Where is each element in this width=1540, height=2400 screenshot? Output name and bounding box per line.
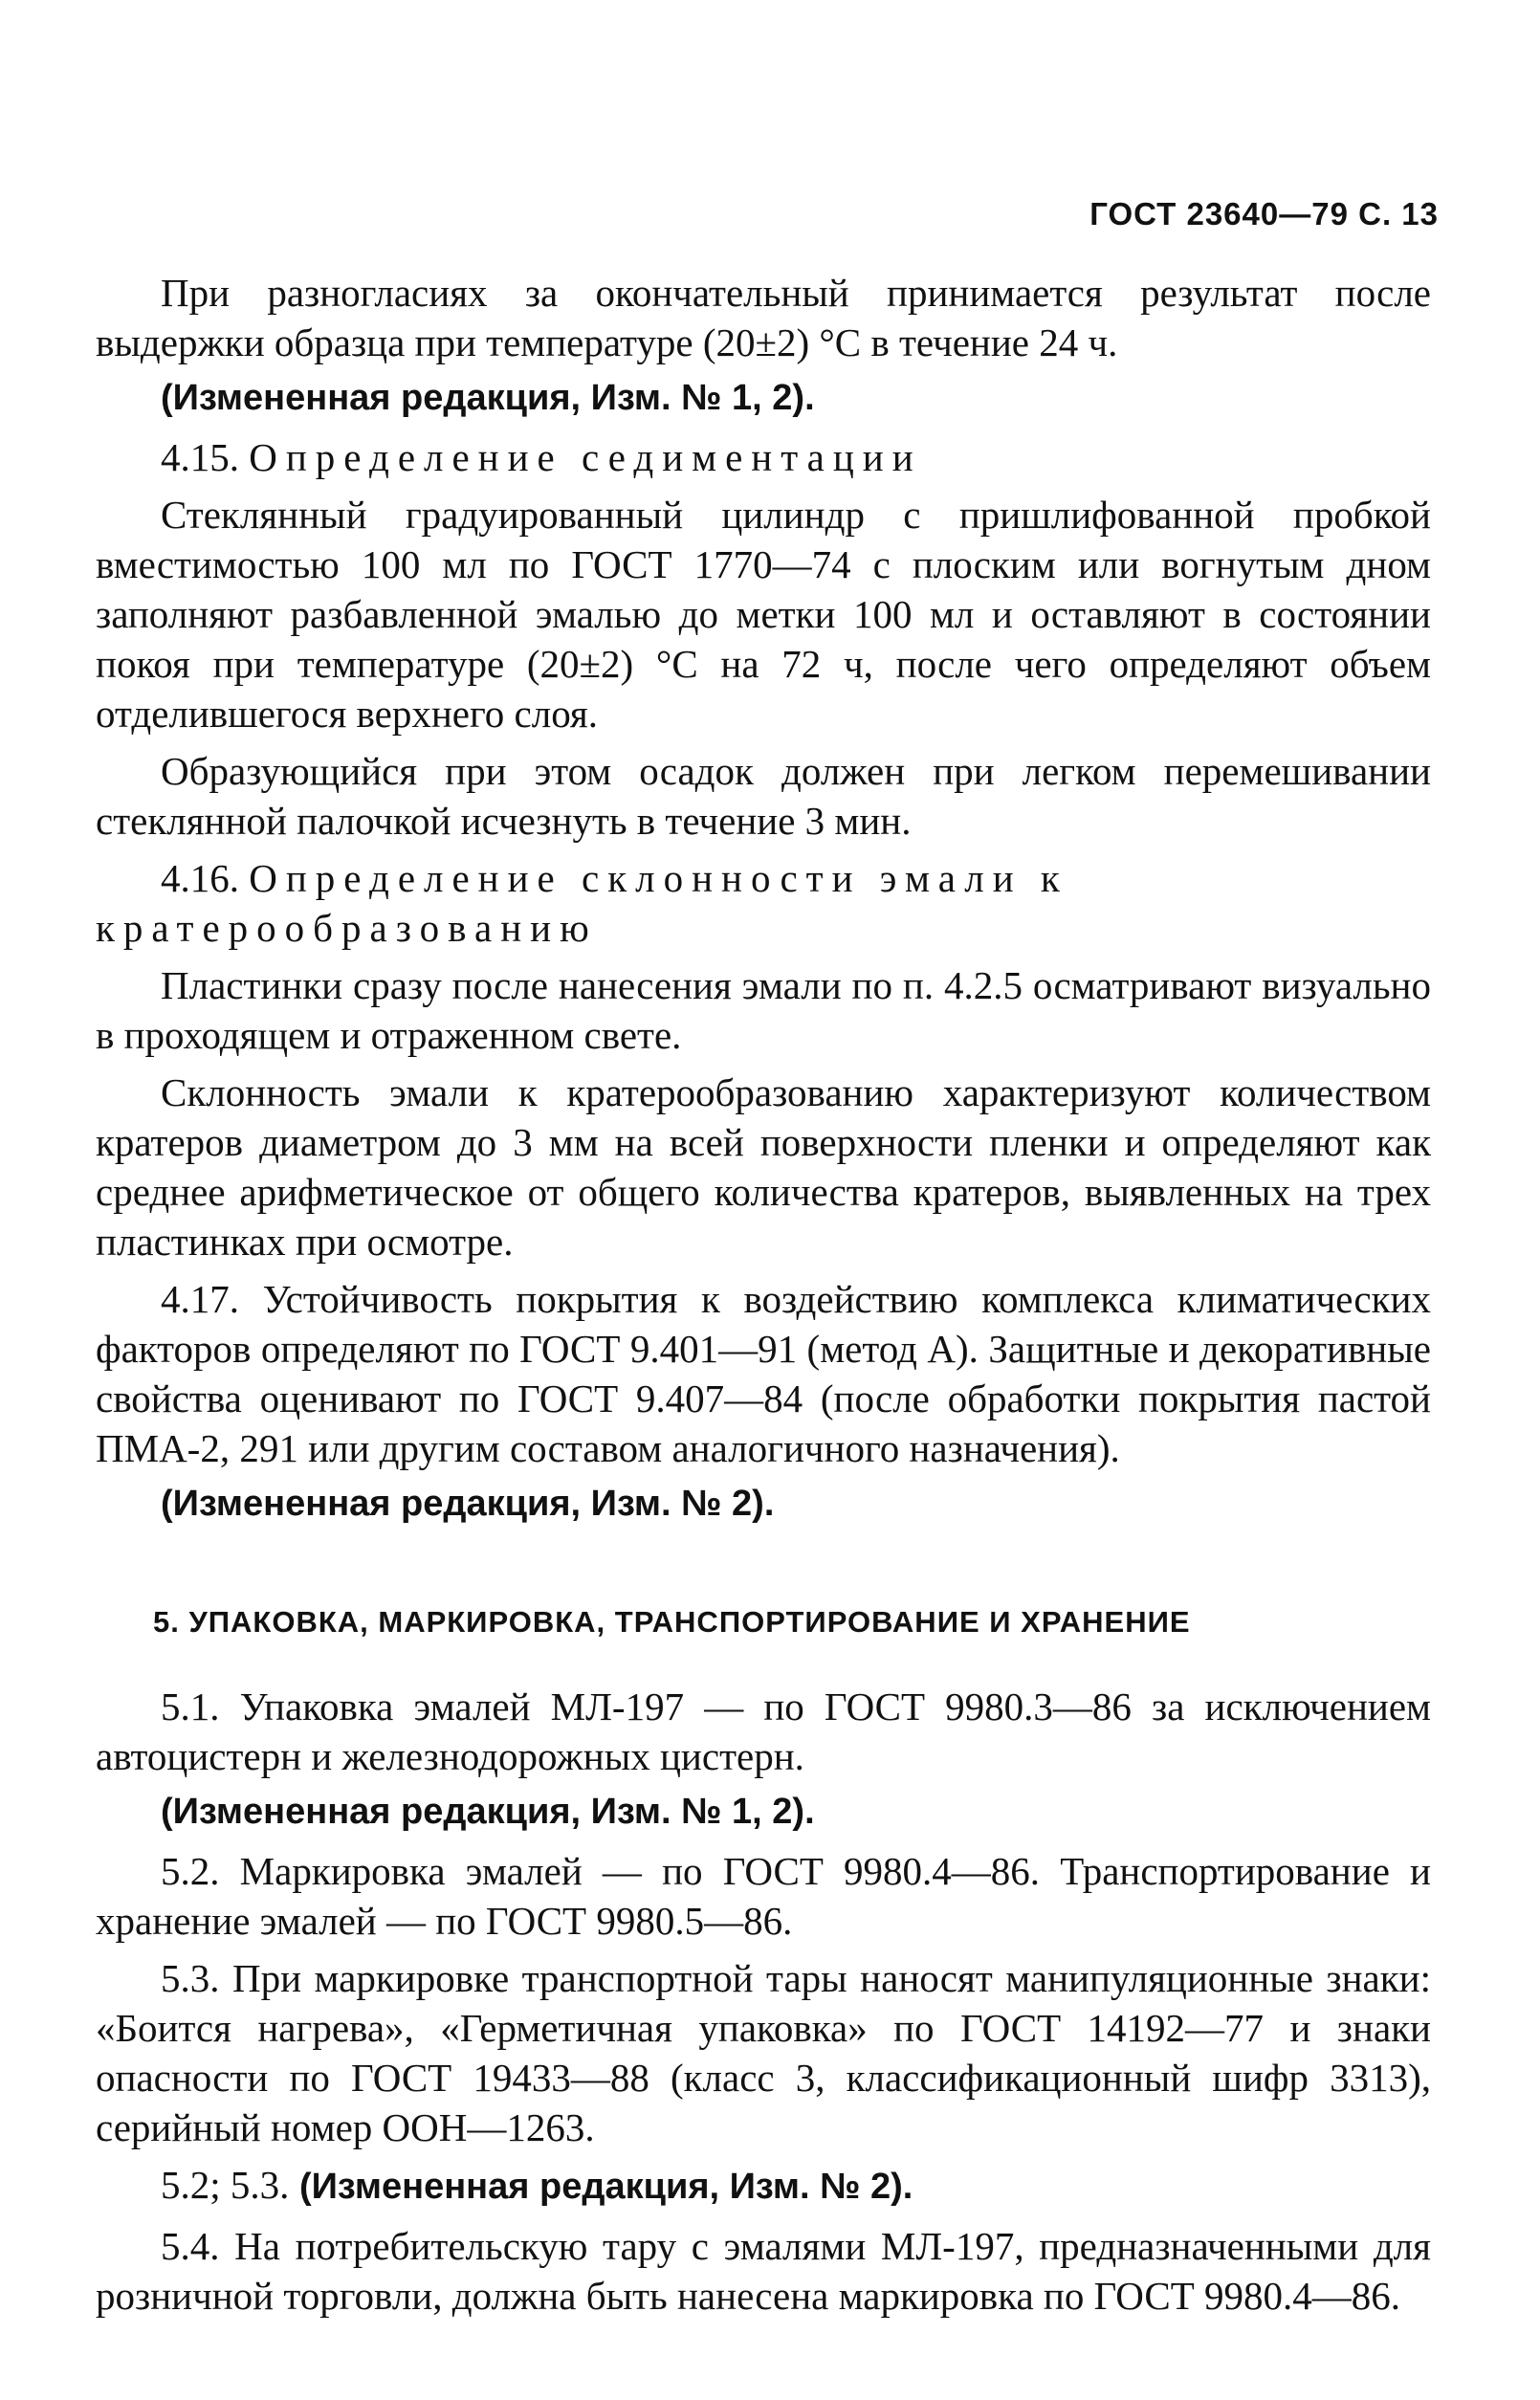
- paragraph-disagreement: При разногласиях за окончательный принимается результат после выдержки образца при температуре (20±2) °С в течение 24 ч.: [96, 271, 1431, 364]
- paragraph-5-4-consumer-packaging: 5.4. На потребительскую тару с эмалями МЛ-197, предназначенными для розничной торговли, должна быть нанесена маркировка по ГОСТ 9980.4—86.: [96, 2224, 1431, 2318]
- subsection-4-16-heading: [96, 853, 1431, 953]
- subsection-4-15-heading: [96, 432, 1431, 482]
- running-header: ГОСТ 23640—79 С. 13: [1089, 196, 1439, 231]
- paragraph-crater-count: Склонность эмали к кратерообразованию характеризуют количеством кратеров диаметром до 3 мм на всей поверхности пленки и определяют как среднее арифметическое от общего количества кратеров, выявленных на трех пластинках при осмотре.: [96, 1070, 1431, 1264]
- section-5-heading: 5. УПАКОВКА, МАРКИРОВКА, ТРАНСПОРТИРОВАНИЕ И ХРАНЕНИЕ: [153, 1605, 1191, 1639]
- paragraph-plates-inspection: Пластинки сразу после нанесения эмали по п. 4.2.5 осматривают визуально в проходящем и отраженном свете.: [96, 963, 1431, 1057]
- subsection-title: Определение склонности эмали к кратерообразованию: [96, 856, 1068, 950]
- paragraph-sediment-result: Образующийся при этом осадок должен при легком перемешивании стеклянной палочкой исчезнуть в течение 3 мин.: [96, 749, 1431, 843]
- subsection-number: 4.16.: [161, 856, 239, 900]
- paragraph-4-17-climate: 4.17. Устойчивость покрытия к воздействию комплекса климатических факторов определяют по ГОСТ 9.401—91 (метод А). Защитные и декоративные свойства оценивают по ГОСТ 9.407—84 (после обработки покрытия пастой ПМА-2, 291 или другим составом аналогичного назначения).: [96, 1277, 1431, 1470]
- subsection-number: 4.15.: [161, 435, 239, 479]
- revision-clause-numbers: 5.2; 5.3.: [161, 2163, 290, 2207]
- subsection-title: Определение седиментации: [249, 435, 922, 479]
- document-body: [96, 268, 1431, 2328]
- revision-note: (Измененная редакция, Изм. № 1, 2).: [161, 1792, 815, 1832]
- paragraph-5-2-marking: 5.2. Маркировка эмалей — по ГОСТ 9980.4—86. Транспортирование и хранение эмалей — по ГОСТ 9980.5—86.: [96, 1849, 1431, 1943]
- paragraph-sedimentation-method: Стеклянный градуированный цилиндр с пришлифованной пробкой вместимостью 100 мл по ГОСТ 1770—74 с плоским или вогнутым дном заполняют разбавленной эмалью до метки 100 мл и оставляют в состоянии покоя при температуре (20±2) °С на 72 ч, после чего определяют объем отделившегося верхнего слоя.: [96, 493, 1431, 736]
- paragraph-5-1-packaging: 5.1. Упаковка эмалей МЛ-197 — по ГОСТ 9980.3—86 за исключением автоцистерн и железнодорожных цистерн.: [96, 1684, 1431, 1778]
- revision-note-5-2-5-3: [96, 2160, 1431, 2212]
- revision-note: (Измененная редакция, Изм. № 1, 2).: [161, 378, 815, 418]
- revision-note: (Измененная редакция, Изм. № 2).: [161, 1484, 775, 1524]
- paragraph-5-3-transport-marking: 5.3. При маркировке транспортной тары наносят манипуляционные знаки: «Боится нагрева», «Герметичная упаковка» по ГОСТ 14192—77 и знаки опасности по ГОСТ 19433—88 (класс 3, классификационный шифр 3313), серийный номер ООН—1263.: [96, 1956, 1431, 2149]
- revision-text: (Измененная редакция, Изм. № 2).: [298, 2167, 913, 2207]
